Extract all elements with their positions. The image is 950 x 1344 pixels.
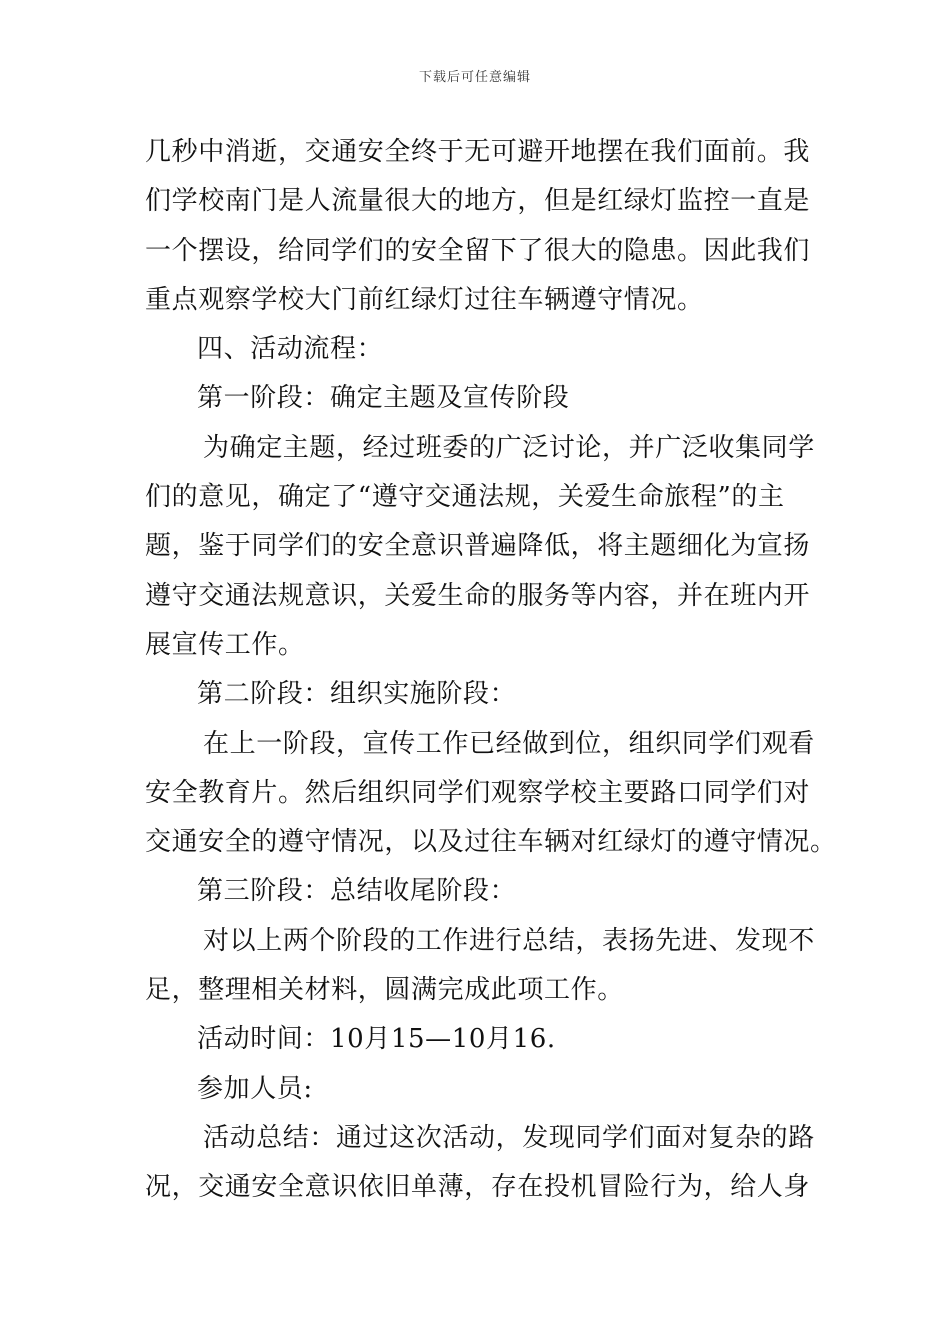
stage-heading: 第一阶段：确定主题及宣传阶段 [197,383,570,414]
body-line: 足，整理相关材料，圆满完成此项工作。 [145,975,624,1006]
body-line: 们学校南门是人流量很大的地方，但是红绿灯监控一直是 [145,186,811,217]
body-line: 在上一阶段，宣传工作已经做到位，组织同学们观看 [203,728,815,759]
activity-summary: 活动总结：通过这次活动，发现同学们面对复杂的路 [203,1122,815,1153]
body-line: 题，鉴于同学们的安全意识普遍降低，将主题细化为宣扬 [145,531,811,562]
body-line: 为确定主题，经过班委的广泛讨论，并广泛收集同学 [203,432,815,463]
activity-time: 活动时间：10月15—10月16. [197,1024,556,1055]
body-line: 展宣传工作。 [145,629,305,660]
body-line: 安全教育片。然后组织同学们观察学校主要路口同学们对 [145,777,811,808]
document-body [145,128,837,1213]
body-line: 重点观察学校大门前红绿灯过往车辆遵守情况。 [145,284,704,315]
stage-heading: 第二阶段：组织实施阶段： [197,679,517,710]
body-line: 们的意见，确定了“遵守交通法规，关爱生命旅程”的主 [145,482,785,513]
participants: 参加人员: [197,1073,313,1104]
body-line: 几秒中消逝，交通安全终于无可避开地摆在我们面前。我 [145,137,811,167]
body-line: 况，交通安全意识依旧单薄，存在投机冒险行为，给人身 [145,1172,811,1203]
section-heading: 四、活动流程： [197,334,384,365]
body-line: 一个摆设，给同学们的安全留下了很大的隐患。因此我们 [145,235,811,266]
header-note: 下载后可任意编辑 [418,70,531,85]
stage-heading: 第三阶段：总结收尾阶段： [197,876,517,907]
body-line: 交通安全的遵守情况，以及过往车辆对红绿灯的遵守情况。 [145,827,837,858]
body-line: 遵守交通法规意识，关爱生命的服务等内容，并在班内开 [145,580,811,611]
body-line: 对以上两个阶段的工作进行总结，表扬先进、发现不 [203,925,815,956]
